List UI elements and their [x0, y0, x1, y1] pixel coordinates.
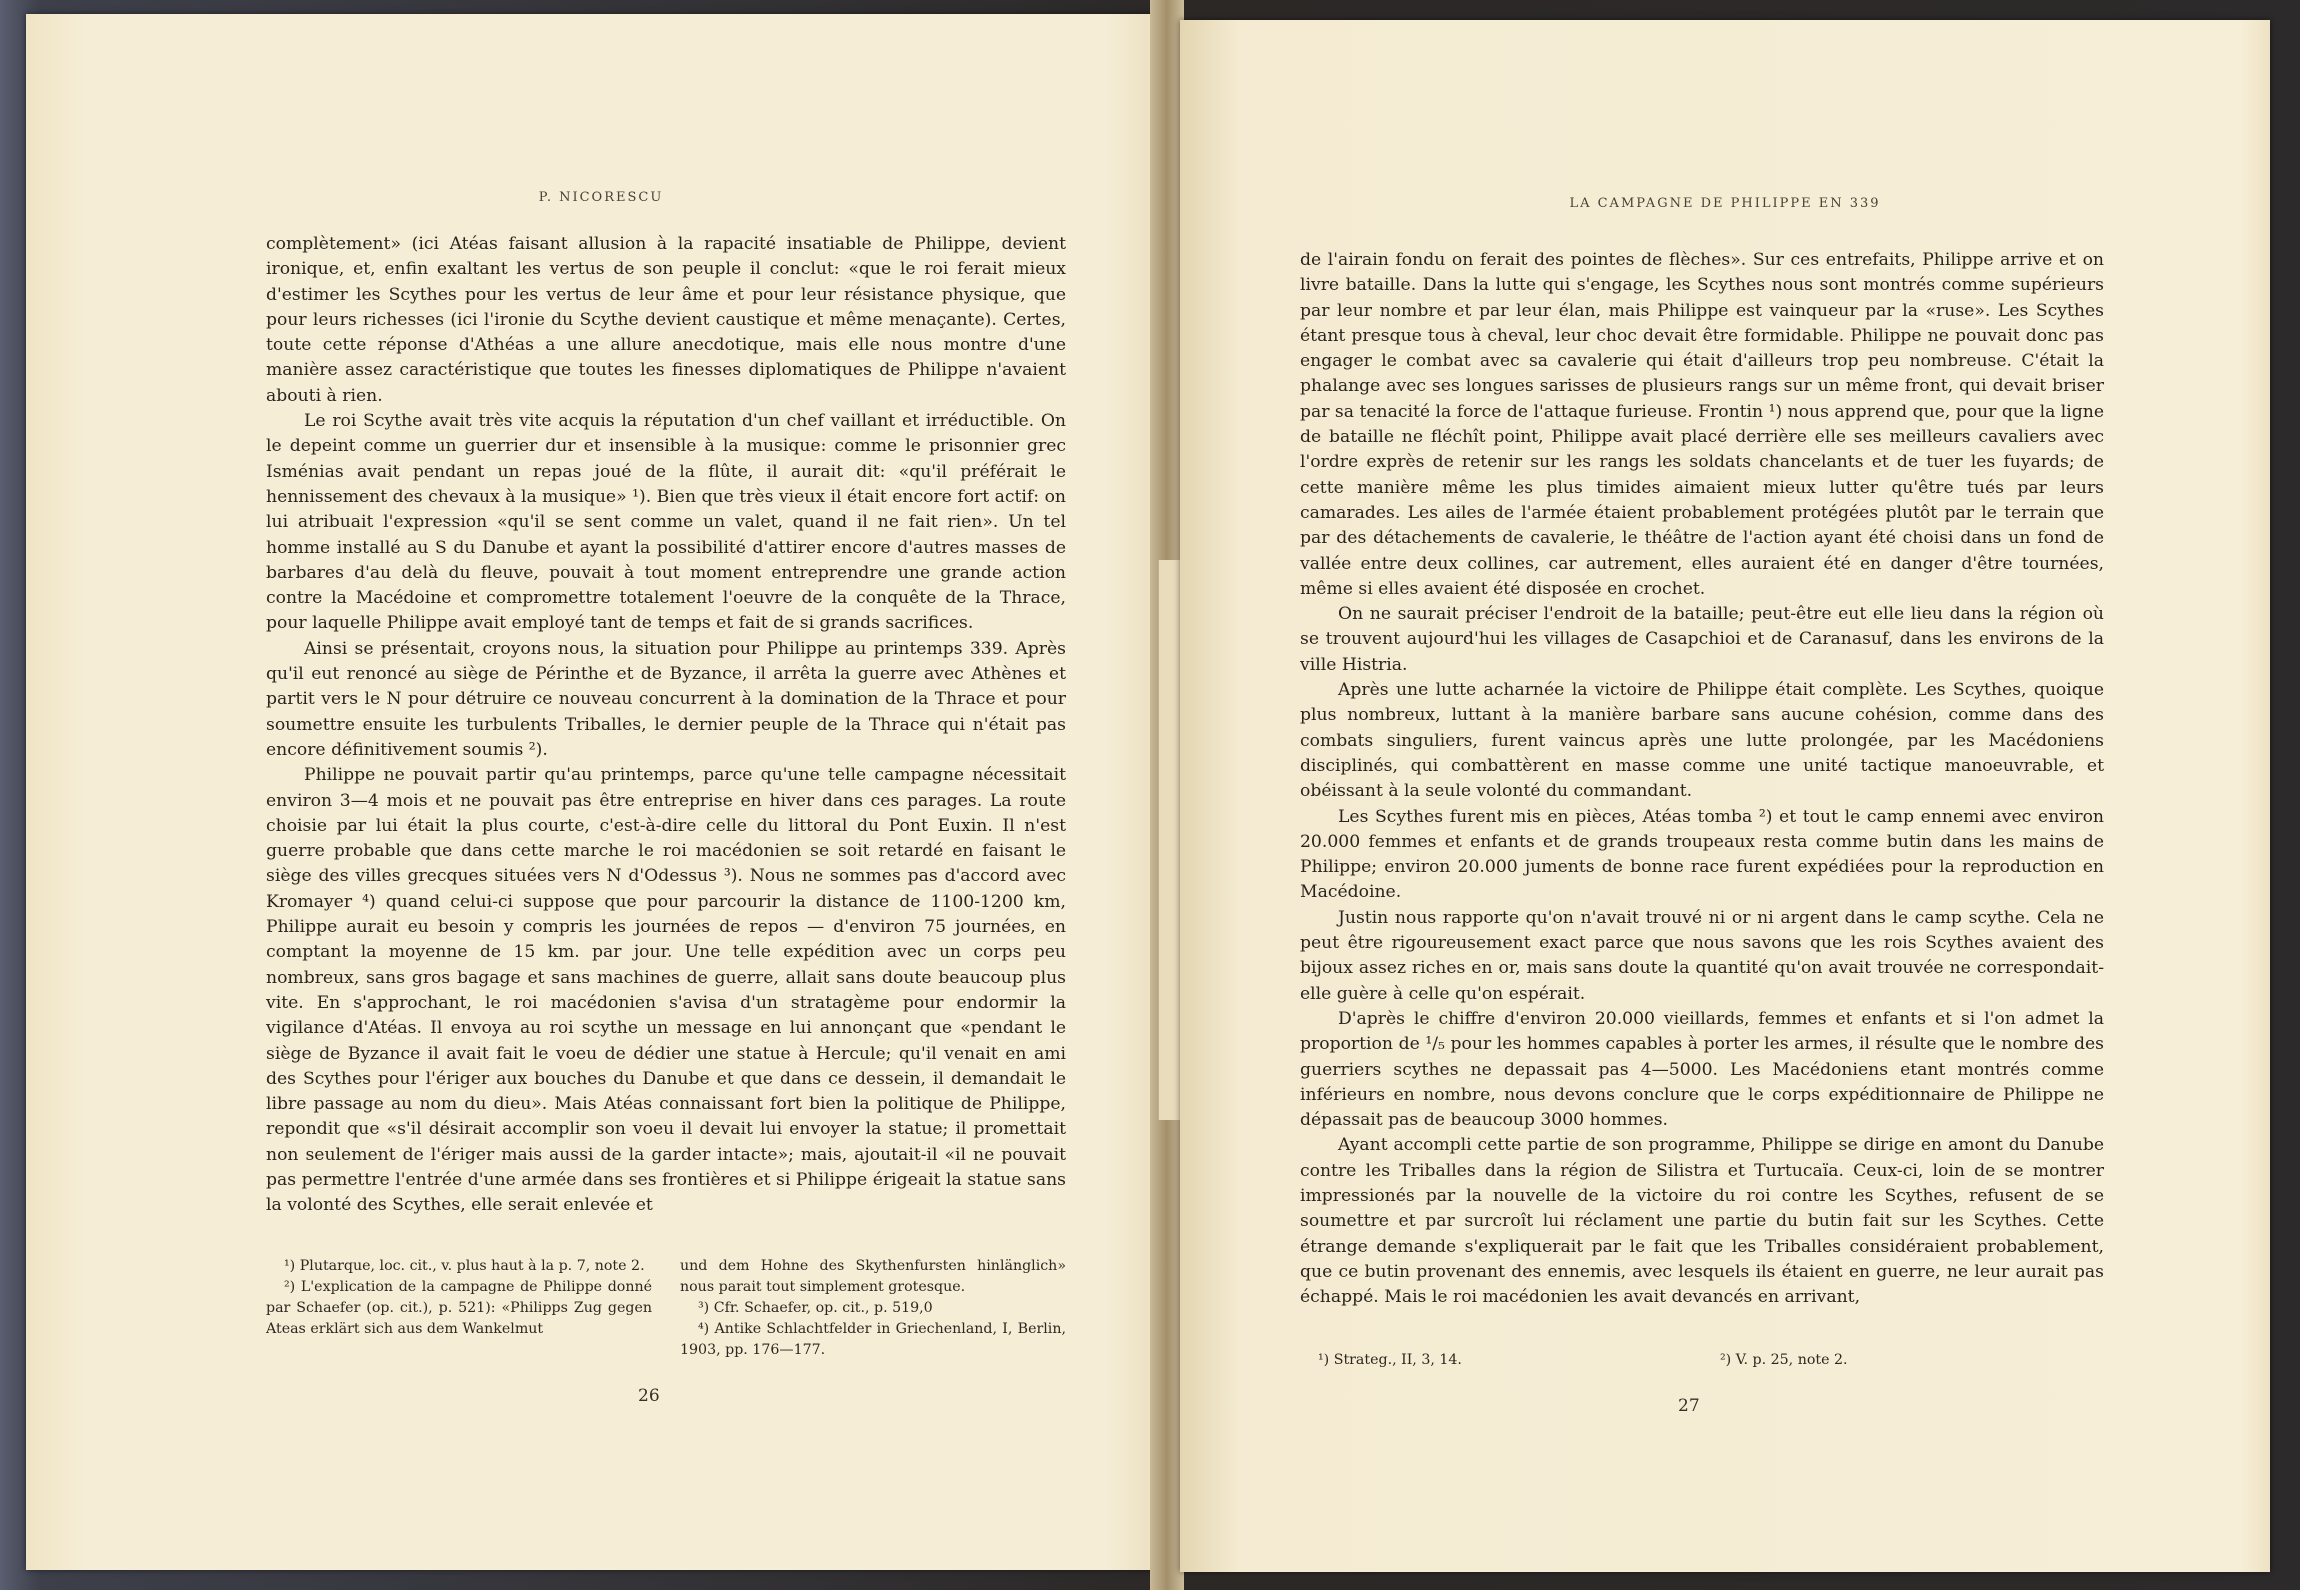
footnote: ¹) Strateg., II, 3, 14.	[1318, 1352, 1462, 1368]
paragraph: Ayant accompli cette partie de son programme, Philippe se dirige en amont du Danube contre les Triballes dans la région de Silistra et Turtucaïa. Ceux-ci, loin de se montrer impressionés par la nouvelle de la victoire du roi contre les Scythes, refusent de se soumettre et par surcroît lui réclament une partie du butin fait sur les Scythes. Cette étrange demande s'expliquerait par le fait que les Triballes considéraient probablement, que ce butin provenant des ennemis, avec lesquels ils étaient en guerre, ne leur aurait pas échappé. Mais le roi macédonien les avait devancés en arrivant,	[1300, 1135, 2104, 1308]
page-number: 27	[1678, 1396, 1700, 1416]
footnote: ²) V. p. 25, note 2.	[1720, 1352, 1848, 1368]
paragraph: On ne saurait préciser l'endroit de la bataille; peut-être eut elle lieu dans la région où se trouvent aujourd'hui les villages de Casapchioi et de Caranasuf, dans les environs de la ville Histria.	[1300, 604, 2104, 675]
paragraph: D'après le chiffre d'environ 20.000 vieillards, femmes et enfants et si l'on admet la proportion de ¹/₅ pour les hommes capables à porter les armes, il résulte que le nombre des guerriers scythes ne depassait pas 4—5000. Les Macédoniens etant montrés comme inférieurs en nombre, nous devons conclure que le corps expéditionnaire de Philippe ne dépassait pas de beaucoup 3000 hommes.	[1300, 1008, 2104, 1131]
paragraph: complètement» (ici Atéas faisant allusion à la rapacité insatiable de Philippe, devient ironique, et, enfin exaltant les vertus de son peuple il conclut: «que le roi ferait mieux d'estimer les Scythes pour les vertus de leur âme et pour leur résistance physique, que pour leurs richesses (ici l'ironie du Scythe devient caustique et même menaçante). Certes, toute cette réponse d'Athéas a une allure anecdotique, mais elle nous montre d'une manière assez caractéristique que toutes les finesses diplomatiques de Philippe n'avaient abouti à rien.	[266, 234, 1066, 406]
body-text	[266, 232, 1066, 1219]
footnote-column	[680, 1256, 1066, 1361]
paragraph: de l'airain fondu on ferait des pointes de flèches». Sur ces entrefaits, Philippe arrive et on livre bataille. Dans la lutte qui s'engage, les Scythes nous sont montrés comme supérieurs par leur nombre et par leur élan, mais Philippe est vainqueur par la «ruse». Les Scythes étant presque tous à cheval, leur choc devait être formidable. Philippe ne pouvait donc pas engager le combat avec sa cavalerie qui était d'ailleurs trop peu nombreuse. C'était la phalange avec ses longues sarisses de plusieurs rangs sur un même front, qui devait briser par sa tenacité la force de l'attaque furieuse. Frontin ¹) nous apprend que, pour que la ligne de bataille ne fléchît point, Philippe avait placé derrière elle ses meilleurs cavaliers avec l'ordre exprès de retenir sur les rangs les soldats chancelants et de tuer les fuyards; de cette manière même les plus timides aimaient mieux lutter qu'être tués par leurs camarades. Les ailes de l'armée étaient probablement protégées plutôt par le terrain que par des détachements de cavalerie, le théâtre de l'action ayant été choisi dans un fond de vallée entre deux collines, car autrement, elles auraient été en danger d'être tournées, même si elles avaient été disposée en crochet.	[1300, 250, 2105, 599]
footnotes	[1300, 1350, 2104, 1371]
paragraph: Les Scythes furent mis en pièces, Atéas tomba ²) et tout le camp ennemi avec environ 20.000 femmes et enfants et de grands troupeaux resta comme butin dans les mains de Philippe; environ 20.000 juments de bonne race furent expédiées pour la reproduction en Macédoine.	[1300, 806, 2104, 903]
footnote: ³) Cfr. Schaefer, op. cit., p. 519,0	[698, 1300, 933, 1316]
footnote-column	[1702, 1350, 2104, 1371]
footnote-column	[1300, 1350, 1702, 1371]
footnotes	[266, 1256, 1066, 1361]
footnote-column	[266, 1256, 652, 1361]
right-page	[1180, 20, 2270, 1572]
running-head: LA CAMPAGNE DE PHILIPPE EN 339	[1569, 196, 1881, 211]
paragraph: Le roi Scythe avait très vite acquis la réputation d'un chef vaillant et irréductible. On le depeint comme un guerrier dur et insensible à la musique: comme le prisonnier grec Isménias avait pendant un repas joué de la flûte, il aurait dit: «qu'il préférait le hennissement des chevaux à la musique» ¹). Bien que très vieux il était encore fort actif: on lui atribuait l'expression «qu'il se sent comme un valet, quand il ne fait rien». Un tel homme installé au S du Danube et ayant la possibilité d'attirer encore d'autres masses de barbares d'au delà du fleuve, pouvait à tout moment entreprendre une grande action contre la Macédoine et compromettre totalement l'oeuvre de la conquête de la Thrace, pour laquelle Philippe avait employé tant de temps et fait de si grands sacrifices.	[266, 411, 1066, 634]
footnote: ⁴) Antike Schlachtfelder in Griechenland, I, Berlin, 1903, pp. 176—177.	[680, 1321, 1066, 1358]
page-number: 26	[638, 1386, 660, 1406]
paragraph: Justin nous rapporte qu'on n'avait trouvé ni or ni argent dans le camp scythe. Cela ne peut être rigoureusement exact parce que nous savons que les rois Scythes avaient des bijoux assez riches en or, mais sans doute la quantité qu'on avait trouvée ne correspondait-elle guère à celle qu'on espérait.	[1300, 907, 2104, 1004]
footnote: ¹) Plutarque, loc. cit., v. plus haut à la p. 7, note 2.	[284, 1258, 645, 1274]
footnote: ²) L'explication de la campagne de Philippe donné par Schaefer (op. cit.), p. 521): «Philipps Zug gegen Ateas erklärt sich aus dem Wankelmut	[266, 1279, 652, 1337]
left-page	[26, 14, 1176, 1570]
paragraph: Ainsi se présentait, croyons nous, la situation pour Philippe au printemps 339. Après qu'il eut renoncé au siège de Périnthe et de Byzance, il arrêta la guerre avec Athènes et partit vers le N pour détruire ce nouveau concurrent à la domination de la Thrace et pour soumettre ensuite les turbulents Triballes, le dernier peuple de la Thrace qui n'était pas encore définitivement soumis ²).	[266, 638, 1066, 760]
footnote: und dem Hohne des Skythenfursten hinlänglich» nous parait tout simplement grotesque.	[680, 1258, 1066, 1295]
body-text	[1300, 248, 2104, 1310]
paragraph: Philippe ne pouvait partir qu'au printemps, parce qu'une telle campagne nécessitait environ 3—4 mois et ne pouvait pas être entreprise en hiver dans ces parages. La route choisie par lui était la plus courte, c'est-à-dire celle du littoral du Pont Euxin. Il n'est guerre probable que dans cette marche le roi macédonien se soit retardé en faisant le siège des villes grecques situées vers N d'Odessus ³). Nous ne sommes pas d'accord avec Kromayer ⁴) quand celui-ci suppose que pour parcourir la distance de 1100-1200 km, Philippe aurait eu besoin y compris les journées de repos — d'environ 75 journées, en comptant la moyenne de 15 km. par jour. Une telle expédition avec un corps peu nombreux, sans gros bagage et sans machines de guerre, allait sans doute beaucoup plus vite. En s'approchant, le roi macédonien s'avisa d'un stratagème pour endormir la vigilance d'Atéas. Il envoya au roi scythe un message en lui annonçant que «pendant le siège de Byzance il avait fait le voeu de dédier une statue à Hercule; qu'il venait en ami des Scythes pour l'ériger aux bouches du Danube et que dans ce dessein, il demandait le libre passage au nom du dieu». Mais Atéas connaissant fort bien la politique de Philippe, repondit que «s'il désirait accomplir son voeu il devait lui envoyer la statue; il promettait non seulement de l'ériger mais aussi de la garder intacte»; mais, ajoutait-il «il ne pouvait pas permettre l'entrée d'une armée dans ses frontières et si Philippe érigeait la statue sans la volonté des Scythes, elle serait enlevée et	[266, 765, 1066, 1216]
paragraph: Après une lutte acharnée la victoire de Philippe était complète. Les Scythes, quoique plus nombreux, luttant à la manière barbare sans aucune cohésion, comme dans des combats singuliers, furent vaincus après une lutte prolongée, par les Macédoniens disciplinés, qui combattèrent en masse comme une unité tactique manoeuvrable, et obéissant à la seule volonté du commandant.	[1300, 680, 2104, 802]
running-head: P. NICORESCU	[538, 190, 664, 205]
